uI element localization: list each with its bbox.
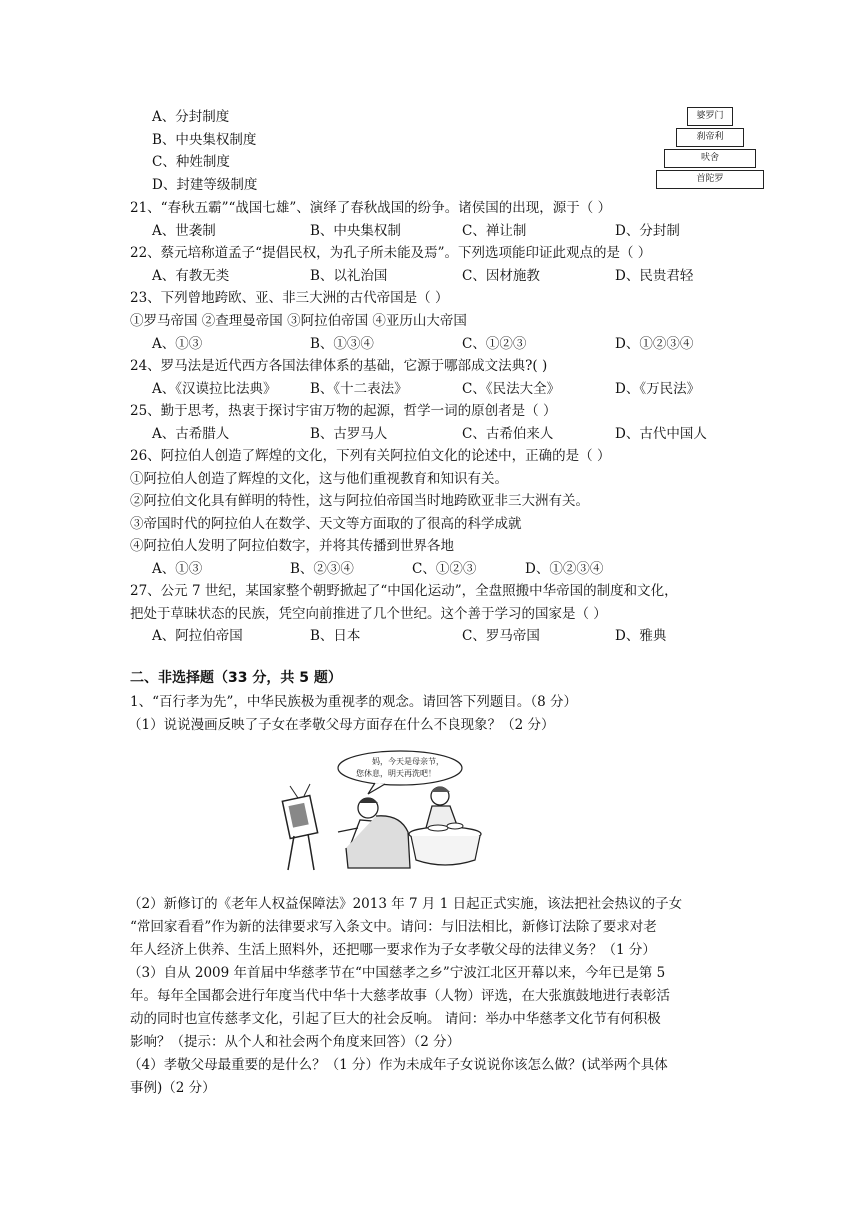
question-stem: 21、“春秋五霸”“战国七雄”、演绎了春秋战国的纷争。诸侯国的出现，源于（ ） [130,200,612,216]
option-d[interactable]: D、《万民法》 [615,381,701,397]
option-c[interactable]: C、①②③ [412,561,477,577]
sub-question-2-line-2: “常回家看看”作为新的法律要求写入条文中。请问：与旧法相比，新修订法除了要求对老 [130,919,657,935]
option-b[interactable]: B、日本 [310,628,361,644]
question-stem: 26、阿拉伯人创造了辉煌的文化，下列有关阿拉伯文化的论述中，正确的是（ ） [130,448,611,464]
option-b[interactable]: B、《十二表法》 [310,381,408,397]
sub-question-4-line-2: 事例)（2 分） [130,1080,216,1096]
statement-1: ①阿拉伯人创造了辉煌的文化，这与他们重视教育和知识有关。 [130,471,508,487]
statement-4: ④阿拉伯人发明了阿拉伯数字，并将其传播到世界各地 [130,538,454,554]
option-b[interactable]: B、②③④ [290,561,354,577]
option-a[interactable]: A、有教无类 [152,268,230,284]
option-d[interactable]: D、①②③④ [615,336,694,352]
option-b[interactable]: B、古罗马人 [310,426,388,442]
question-stem: 23、下列曾地跨欧、亚、非三大洲的古代帝国是（ ） [130,290,449,306]
option-a[interactable]: A、古希腊人 [152,426,230,442]
option-a[interactable]: A、阿拉伯帝国 [152,628,243,644]
option-b[interactable]: B、中央集权制度 [152,132,257,148]
option-d[interactable]: D、分封制 [615,223,680,239]
pyramid-level-2: 刹帝利 [676,128,744,147]
question-stem: 27、公元 7 世纪，某国家整个朝野掀起了“中国化运动”，全盘照搬中华帝国的制度和文化， [130,583,678,599]
option-c[interactable]: C、①②③ [462,336,527,352]
statement-3: ③帝国时代的阿拉伯人在数学、天文等方面取的了很高的科学成就 [130,516,522,532]
speech-line-1: 妈，今天是母亲节， [372,757,444,766]
sub-question-3-line-1: （3）自从 2009 年首届中华慈孝节在“中国慈孝之乡”宁波江北区开幕以来，今年已是第 5 [128,965,666,981]
option-d[interactable]: D、①②③④ [525,561,604,577]
sub-question-4-line-1: （4）孝敬父母最重要的是什么？（1 分）作为未成年子女说说你该怎么做？(试举两个具体 [128,1057,668,1073]
pyramid-level-4: 首陀罗 [656,170,764,189]
statement-2: ②阿拉伯文化具有鲜明的特性，这与阿拉伯帝国当时地跨欧亚非三大洲有关。 [130,493,589,509]
pyramid-level-1: 婆罗门 [687,107,733,126]
question-stem: 24、罗马法是近代西方各国法律体系的基础，它源于哪部成文法典?( ) [130,358,548,374]
caste-pyramid-figure [652,107,767,193]
pyramid-level-3: 吠舍 [664,149,756,168]
cartoon-illustration [280,748,490,873]
option-b[interactable]: B、中央集权制 [310,223,401,239]
option-a[interactable]: A、《汉谟拉比法典》 [152,381,277,397]
option-d[interactable]: D、雅典 [615,628,667,644]
option-c[interactable]: C、古希伯来人 [462,426,554,442]
question-stem: 22、蔡元培称道孟子“提倡民权，为孔子所未能及焉”。下列选项能印证此观点的是（ ） [130,245,652,261]
section-title: 二、非选择题（33 分，共 5 题） [130,670,342,686]
option-a[interactable]: A、①③ [152,336,203,352]
option-a[interactable]: A、分封制度 [152,109,230,125]
option-d[interactable]: D、封建等级制度 [152,177,258,193]
option-b[interactable]: B、以礼治国 [310,268,388,284]
sub-question-3-line-2: 年。每年全国都会进行年度当代中华十大慈孝故事（人物）评选，在大张旗鼓地进行表彰活 [130,988,670,1004]
option-c[interactable]: C、禅让制 [462,223,527,239]
sub-question-2-line-3: 年人经济上供养、生活上照料外，还把哪一要求作为子女孝敬父母的法律义务？（1 分） [130,942,656,958]
question-stem-cont: 把处于草昧状态的民族，凭空向前推进了几个世纪。这个善于学习的国家是（ ） [130,606,607,622]
question-1-stem: 1、“百行孝为先”，中华民族极为重视孝的观念。请回答下列题目。（8 分） [130,694,578,710]
speech-line-2: 您休息，明天再洗吧！ [356,769,436,778]
option-b[interactable]: B、①③④ [310,336,374,352]
sub-question-3-line-3: 动的同时也宣传慈孝文化，引起了巨大的社会反响。 请问：举办中华慈孝文化节有何积极 [130,1011,661,1027]
sub-question-1: （1）说说漫画反映了子女在孝敬父母方面存在什么不良现象？（2 分） [128,717,555,733]
option-a[interactable]: A、①③ [152,561,203,577]
question-items: ①罗马帝国 ②查理曼帝国 ③阿拉伯帝国 ④亚历山大帝国 [130,313,467,329]
sub-question-2-line-1: （2）新修订的《老年人权益保障法》2013 年 7 月 1 日起正式实施，该法把社会热议的子女 [128,896,683,912]
option-c[interactable]: C、因材施教 [462,268,540,284]
option-c[interactable]: C、罗马帝国 [462,628,540,644]
question-stem: 25、勤于思考，热衷于探讨宇宙万物的起源，哲学一词的原创者是（ ） [130,403,557,419]
sub-question-3-line-4: 影响？（提示：从个人和社会两个角度来回答）（2 分） [130,1034,461,1050]
option-c[interactable]: C、《民法大全》 [462,381,561,397]
option-d[interactable]: D、民贵君轻 [615,268,694,284]
option-a[interactable]: A、世袭制 [152,223,216,239]
option-c[interactable]: C、种姓制度 [152,154,230,170]
option-d[interactable]: D、古代中国人 [615,426,707,442]
